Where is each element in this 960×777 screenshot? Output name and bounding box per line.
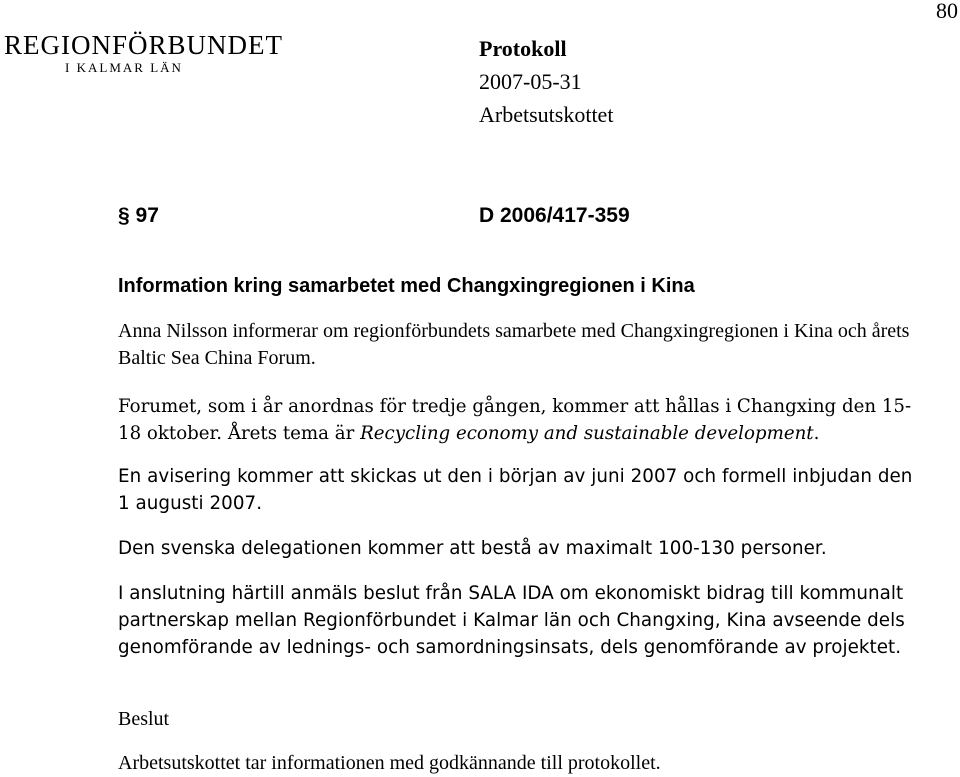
section-heading: Information kring samarbetet med Changxingregionen i Kina: [118, 275, 695, 297]
paragraph-funding: I anslutning härtill anmäls beslut från SALA IDA om ekonomiskt bidrag till kommunalt partnerskap mellan Regionförbundet i Kalmar län och Changxing, Kina avseende dels genomförande av lednings- och samordningsinsats, dels genomförande av projektet.: [118, 583, 905, 658]
paragraph-forum-text: Forumet, som i år anordnas för tredje gången, kommer att hållas i Changxing den 15-18 oktober. Årets tema är: [118, 396, 912, 444]
logo-sub-text: I KALMAR LÄN: [65, 60, 183, 75]
logo-main-text: REGIONFÖRBUNDET: [4, 30, 284, 60]
decision-label: Beslut: [118, 708, 170, 730]
document-date: 2007-05-31: [479, 69, 582, 94]
paragraph-forum-end: .: [813, 423, 820, 444]
paragraph-forum: [118, 393, 918, 447]
forum-theme: Recycling economy and sustainable development: [360, 423, 814, 444]
document-header: [479, 32, 613, 131]
committee-name: Arbetsutskottet: [479, 102, 614, 127]
regionforbundet-logo: [4, 30, 284, 76]
paragraph-delegation: Den svenska delegationen kommer att bestå av maximalt 100-130 personer.: [118, 538, 827, 559]
decision-text: Arbetsutskottet tar informationen med godkännande till protokollet.: [118, 752, 661, 774]
paragraph-intro: Anna Nilsson informerar om regionförbundets samarbete med Changxingregionen i Kina och årets Baltic Sea China Forum.: [118, 320, 910, 369]
diary-number: D 2006/417-359: [479, 204, 630, 227]
page-number: 80: [936, 0, 958, 23]
paragraph-invitation: En avisering kommer att skickas ut den i början av juni 2007 och formell inbjudan den 1 augusti 2007.: [118, 466, 913, 514]
document-type: Protokoll: [479, 36, 567, 61]
case-number: § 97: [118, 204, 159, 227]
